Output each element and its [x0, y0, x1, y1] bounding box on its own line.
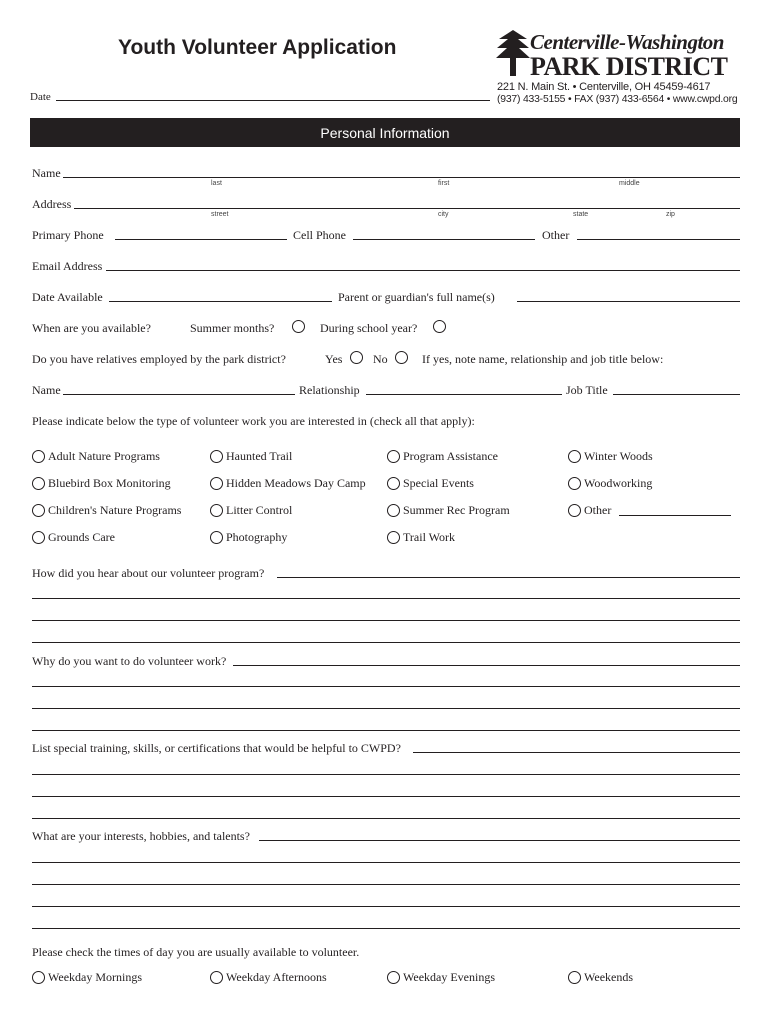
school-year-label: During school year?: [320, 321, 418, 335]
address-line2: (937) 433-5155 • FAX (937) 433-6564 • www.cwpd.org: [497, 94, 738, 105]
radio-icon: [32, 504, 45, 517]
answer-line[interactable]: [277, 577, 740, 578]
address-sub-state: state: [573, 211, 589, 218]
answer-line[interactable]: [32, 620, 740, 621]
why-question: Why do you want to do volunteer work?: [32, 654, 227, 668]
answer-line[interactable]: [32, 774, 740, 775]
name-sub-last: last: [211, 180, 222, 187]
answer-line[interactable]: [32, 686, 740, 687]
interest-option[interactable]: Children's Nature Programs: [32, 503, 181, 518]
relationship-label: Relationship: [299, 383, 360, 397]
radio-icon: [387, 450, 400, 463]
name-sub-middle: middle: [619, 180, 640, 187]
primary-phone-label: Primary Phone: [32, 228, 104, 242]
hear-question: How did you hear about our volunteer program?: [32, 566, 265, 580]
interest-option[interactable]: Winter Woods: [568, 449, 653, 464]
interests-question: What are your interests, hobbies, and talents?: [32, 829, 250, 843]
guardian-field[interactable]: [517, 301, 740, 302]
address-sub-street: street: [211, 211, 229, 218]
date-field[interactable]: [56, 100, 490, 101]
guardian-label: Parent or guardian's full name(s): [338, 290, 495, 304]
relatives-question: Do you have relatives employed by the park district?: [32, 352, 286, 366]
radio-icon: [32, 450, 45, 463]
relatives-yes-radio[interactable]: [350, 351, 363, 364]
radio-icon: [32, 971, 45, 984]
answer-line[interactable]: [233, 665, 740, 666]
answer-line[interactable]: [32, 598, 740, 599]
tree-logo-icon: [496, 30, 530, 76]
time-option[interactable]: Weekday Evenings: [387, 970, 495, 985]
interest-option[interactable]: Grounds Care: [32, 530, 115, 545]
name-sub-first: first: [438, 180, 450, 187]
address-sub-city: city: [438, 211, 449, 218]
primary-phone-field[interactable]: [115, 239, 287, 240]
cell-phone-field[interactable]: [353, 239, 535, 240]
relatives-no-radio[interactable]: [395, 351, 408, 364]
other-phone-label: Other: [542, 228, 570, 242]
radio-icon: [210, 477, 223, 490]
answer-line[interactable]: [32, 928, 740, 929]
when-available-label: When are you available?: [32, 321, 151, 335]
address-line1: 221 N. Main St. • Centerville, OH 45459-4617: [497, 81, 711, 93]
address-label: Address: [32, 197, 72, 211]
relationship-field[interactable]: [366, 394, 562, 395]
date-available-label: Date Available: [32, 290, 103, 304]
personal-information-header: Personal Information: [30, 118, 740, 147]
radio-icon: [387, 477, 400, 490]
skills-question: List special training, skills, or certifications that would be helpful to CWPD?: [32, 741, 401, 755]
cell-phone-label: Cell Phone: [293, 228, 346, 242]
radio-icon: [387, 971, 400, 984]
answer-line[interactable]: [32, 642, 740, 643]
time-option[interactable]: Weekday Mornings: [32, 970, 142, 985]
answer-line[interactable]: [32, 818, 740, 819]
other-phone-field[interactable]: [577, 239, 740, 240]
answer-line[interactable]: [32, 730, 740, 731]
answer-line[interactable]: [32, 884, 740, 885]
logo-name-line1: Centerville-Washington: [530, 30, 724, 54]
time-option[interactable]: Weekends: [568, 970, 633, 985]
relative-name-label: Name: [32, 383, 61, 397]
interest-option[interactable]: Haunted Trail: [210, 449, 292, 464]
email-label: Email Address: [32, 259, 103, 273]
interest-option[interactable]: Summer Rec Program: [387, 503, 510, 518]
radio-icon: [210, 971, 223, 984]
radio-icon: [210, 504, 223, 517]
times-prompt: Please check the times of day you are usually available to volunteer.: [32, 945, 360, 959]
interest-option[interactable]: Photography: [210, 530, 287, 545]
address-sub-zip: zip: [666, 211, 675, 218]
radio-icon: [387, 504, 400, 517]
interest-option[interactable]: Other: [568, 503, 611, 518]
interest-option[interactable]: Trail Work: [387, 530, 455, 545]
answer-line[interactable]: [32, 796, 740, 797]
relatives-yes-label: Yes: [325, 352, 343, 366]
interest-option[interactable]: Special Events: [387, 476, 474, 491]
relative-name-field[interactable]: [63, 394, 295, 395]
job-title-field[interactable]: [613, 394, 740, 395]
radio-icon: [210, 450, 223, 463]
interest-option[interactable]: Hidden Meadows Day Camp: [210, 476, 366, 491]
radio-icon: [210, 531, 223, 544]
relatives-note: If yes, note name, relationship and job title below:: [422, 352, 664, 366]
interest-option[interactable]: Litter Control: [210, 503, 292, 518]
job-title-label: Job Title: [566, 383, 608, 397]
answer-line[interactable]: [32, 862, 740, 863]
school-year-radio[interactable]: [433, 320, 446, 333]
radio-icon: [32, 531, 45, 544]
date-label: Date: [30, 91, 51, 103]
summer-radio[interactable]: [292, 320, 305, 333]
time-option[interactable]: Weekday Afternoons: [210, 970, 327, 985]
date-available-field[interactable]: [109, 301, 332, 302]
interest-option[interactable]: Woodworking: [568, 476, 652, 491]
interest-option[interactable]: Adult Nature Programs: [32, 449, 160, 464]
name-field[interactable]: [63, 177, 740, 178]
address-field[interactable]: [74, 208, 740, 209]
summer-label: Summer months?: [190, 321, 275, 335]
radio-icon: [568, 477, 581, 490]
interest-other-field[interactable]: [619, 515, 731, 516]
radio-icon: [387, 531, 400, 544]
radio-icon: [32, 477, 45, 490]
name-label: Name: [32, 166, 61, 180]
answer-line[interactable]: [32, 708, 740, 709]
interest-option[interactable]: Bluebird Box Monitoring: [32, 476, 171, 491]
interest-prompt: Please indicate below the type of volunteer work you are interested in (check all that apply):: [32, 414, 475, 428]
logo-name-line2: PARK DISTRICT: [530, 52, 728, 81]
interest-option[interactable]: Program Assistance: [387, 449, 498, 464]
radio-icon: [568, 450, 581, 463]
relatives-no-label: No: [373, 352, 388, 366]
answer-line[interactable]: [259, 840, 740, 841]
radio-icon: [568, 504, 581, 517]
form-title: Youth Volunteer Application: [118, 36, 397, 59]
email-field[interactable]: [106, 270, 740, 271]
answer-line[interactable]: [32, 906, 740, 907]
radio-icon: [568, 971, 581, 984]
answer-line[interactable]: [413, 752, 740, 753]
